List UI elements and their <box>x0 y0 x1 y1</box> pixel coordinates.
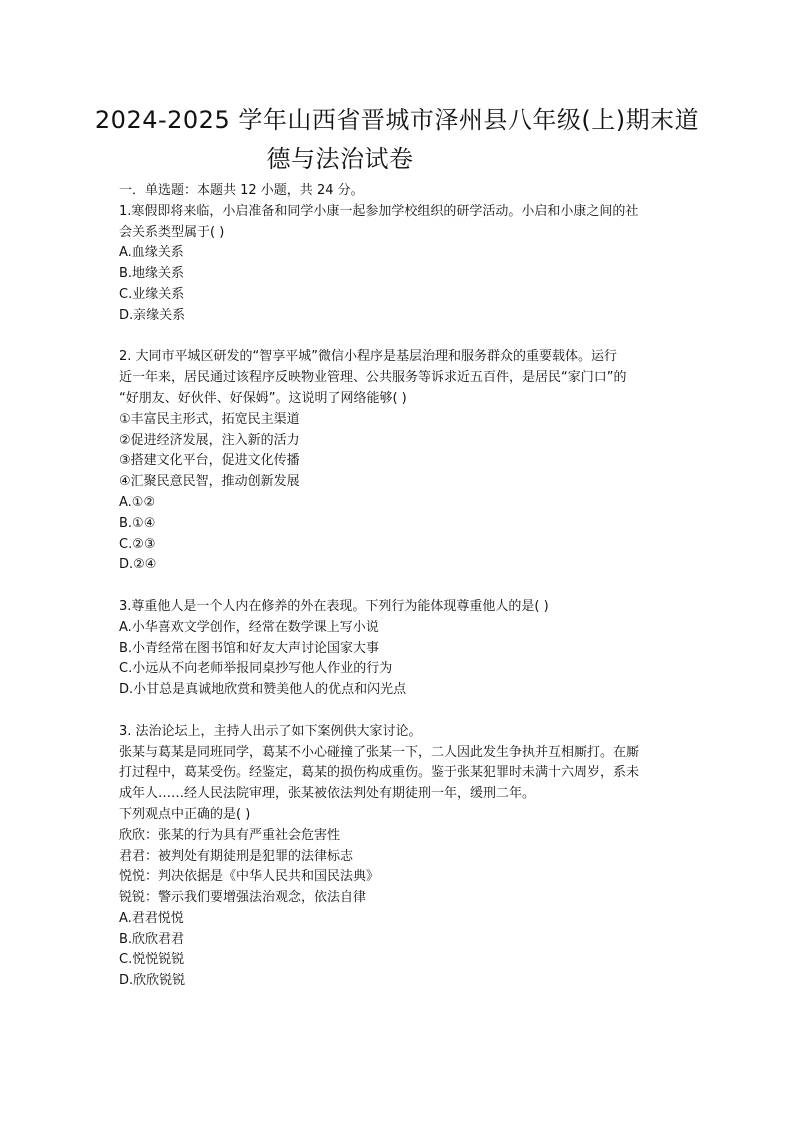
statement-item: ①丰富民主形式，拓宽民主渠道 <box>119 411 300 427</box>
question-stem-line: “好朋友、好伙伴、好保姆”。这说明了网络能够( ) <box>119 390 407 406</box>
statement-item: 锐锐：警示我们要增强法治观念，依法自律 <box>119 890 367 906</box>
option-c: C.业缘关系 <box>119 286 185 302</box>
question-stem-line: 成年人……经人民法院审理，张某被依法判处有期徒刑一年，缓刑二年。 <box>119 786 536 802</box>
option-d: D.小甘总是真诚地欣赏和赞美他人的优点和闪光点 <box>119 682 407 698</box>
question-stem-line: 张某与葛某是同班同学，葛某不小心碰撞了张某一下，二人因此发生争执并互相厮打。在厮 <box>119 744 640 760</box>
option-b: B.①④ <box>119 515 156 531</box>
question-stem-line: 会关系类型属于( ) <box>119 224 225 240</box>
option-c: C.②③ <box>119 536 156 552</box>
option-a: A.君君悦悦 <box>119 910 184 926</box>
option-a: A.①② <box>119 494 156 510</box>
option-b: B.小青经常在图书馆和好友大声讨论国家大事 <box>119 640 380 656</box>
statement-item: ②促进经济发展，注入新的活力 <box>119 432 300 448</box>
section-heading: 一．单选题：本题共 12 小题，共 24 分。 <box>119 183 364 198</box>
statement-item: ④汇聚民意民智，推动创新发展 <box>119 474 300 490</box>
question-2 <box>119 347 679 576</box>
option-b: B.欣欣君君 <box>119 931 185 947</box>
question-stem-line: 3. 法治论坛上，主持人出示了如下案例供大家讨论。 <box>119 723 422 739</box>
option-d: D.②④ <box>119 557 157 573</box>
question-stem-line: 2. 大同市平城区研发的“智享平城”微信小程序是基层治理和服务群众的重要载体。运行 <box>119 349 618 365</box>
question-stem-line: 3.尊重他人是一个人内在修养的外在表现。下列行为能体现尊重他人的是( ) <box>119 598 549 614</box>
exam-content <box>119 181 679 992</box>
question-stem-line: 1.寒假即将来临，小启准备和同学小康一起参加学校组织的研学活动。小启和小康之间的社 <box>119 203 639 219</box>
statement-item: 悦悦：判决依据是《中华人民共和国民法典》 <box>119 869 380 885</box>
exam-title-line1: 2024-2025 学年山西省晋城市泽州县八年级(上)期末道 <box>94 106 700 134</box>
question-stem-line: 下列观点中正确的是( ) <box>119 806 251 822</box>
option-b: B.地缘关系 <box>119 266 185 282</box>
statement-item: 君君：被判处有期徒刑是犯罪的法律标志 <box>119 848 354 864</box>
statement-item: ③搭建文化平台，促进文化传播 <box>119 453 300 469</box>
question-1 <box>119 202 679 327</box>
option-c: C.小远从不向老师举报同桌抄写他人作业的行为 <box>119 661 393 677</box>
option-d: D.亲缘关系 <box>119 307 186 323</box>
option-a: A.血缘关系 <box>119 245 184 261</box>
question-stem-line: 打过程中，葛某受伤。经鉴定，葛某的损伤构成重伤。鉴于张某犯罪时未满十六周岁，系未 <box>119 765 640 781</box>
option-c: C.悦悦锐锐 <box>119 952 185 968</box>
question-4 <box>119 722 679 992</box>
question-stem-line: 近一年来，居民通过该程序反映物业管理、公共服务等诉求近五百件，是居民“家门口”的 <box>119 370 627 386</box>
exam-title-line2: 德与法治试卷 <box>266 145 414 173</box>
statement-item: 欣欣：张某的行为具有严重社会危害性 <box>119 827 341 843</box>
question-3 <box>119 597 679 701</box>
option-d: D.欣欣锐锐 <box>119 973 186 989</box>
option-a: A.小华喜欢文学创作，经常在数学课上写小说 <box>119 619 379 635</box>
